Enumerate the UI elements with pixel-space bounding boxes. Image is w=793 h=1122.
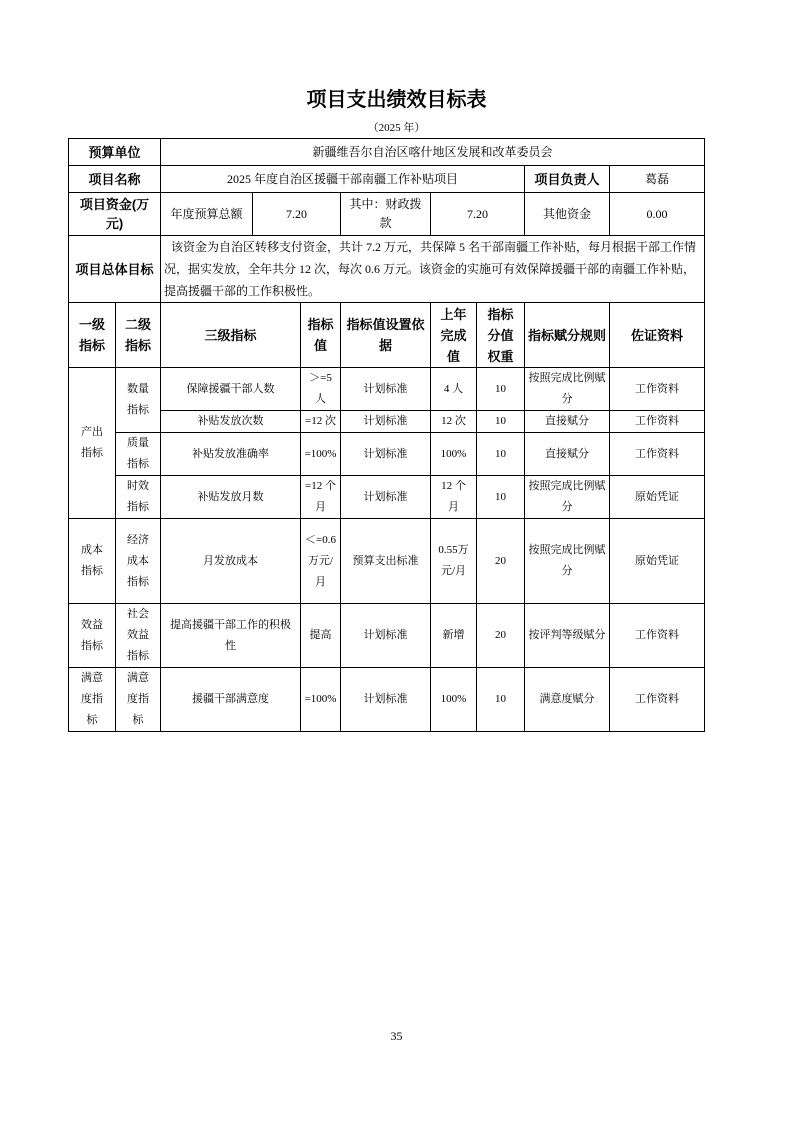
indicator-value-cell: 提高 — [301, 604, 341, 668]
project-name-row — [69, 166, 705, 193]
weight-cell: 10 — [477, 433, 525, 476]
indicator-value-cell: =100% — [301, 433, 341, 476]
weight-cell: 20 — [477, 604, 525, 668]
basis-cell: 计划标准 — [341, 368, 431, 411]
weight-cell: 10 — [477, 668, 525, 732]
col-header-basis: 指标值设置依据 — [341, 303, 431, 368]
overall-goal-row — [69, 236, 705, 303]
evidence-cell: 原始凭证 — [610, 519, 705, 604]
level3-cell: 补贴发放次数 — [161, 411, 301, 433]
level2-cell: 满意度指标 — [116, 668, 161, 732]
indicator-value-cell: =12 个月 — [301, 476, 341, 519]
budget-unit-value: 新疆维吾尔自治区喀什地区发展和改革委员会 — [161, 139, 705, 166]
project-lead-label: 项目负责人 — [525, 166, 610, 193]
year-subtitle: （2025 年） — [367, 122, 426, 134]
basis-cell: 计划标准 — [341, 433, 431, 476]
level3-cell: 提高援疆干部工作的积极性 — [161, 604, 301, 668]
indicator-value-cell: =100% — [301, 668, 341, 732]
col-header-value: 指标值 — [301, 303, 341, 368]
col-header-level2: 二级指标 — [116, 303, 161, 368]
last-year-cell: 0.55万元/月 — [431, 519, 477, 604]
evidence-cell: 工作资料 — [610, 411, 705, 433]
scoring-rule-cell: 按照完成比例赋分 — [525, 476, 610, 519]
table-row — [69, 476, 705, 519]
project-funds-row — [69, 193, 705, 236]
basis-cell: 计划标准 — [341, 411, 431, 433]
basis-cell: 计划标准 — [341, 604, 431, 668]
level3-cell: 保障援疆干部人数 — [161, 368, 301, 411]
level3-cell: 月发放成本 — [161, 519, 301, 604]
table-row — [69, 519, 705, 604]
weight-cell: 10 — [477, 411, 525, 433]
level1-cell: 成本指标 — [69, 519, 116, 604]
scoring-rule-cell: 按照完成比例赋分 — [525, 519, 610, 604]
col-header-level1: 一级指标 — [69, 303, 116, 368]
table-row — [69, 411, 705, 433]
other-funds-value: 0.00 — [610, 193, 705, 236]
table-row — [69, 604, 705, 668]
last-year-cell: 新增 — [431, 604, 477, 668]
annual-total-label: 年度预算总额 — [161, 193, 253, 236]
level3-cell: 援疆干部满意度 — [161, 668, 301, 732]
level2-cell: 社会效益指标 — [116, 604, 161, 668]
level1-cell: 满意度指标 — [69, 668, 116, 732]
level2-cell: 经济成本指标 — [116, 519, 161, 604]
evidence-cell: 工作资料 — [610, 433, 705, 476]
basis-cell: 计划标准 — [341, 668, 431, 732]
level1-cell: 效益指标 — [69, 604, 116, 668]
scoring-rule-cell: 直接赋分 — [525, 411, 610, 433]
level2-cell: 数量指标 — [116, 368, 161, 433]
scoring-rule-cell: 按照完成比例赋分 — [525, 368, 610, 411]
project-lead-value: 葛磊 — [610, 166, 705, 193]
weight-cell: 20 — [477, 519, 525, 604]
project-name-value: 2025 年度自治区援疆干部南疆工作补贴项目 — [161, 166, 525, 193]
level2-cell: 质量指标 — [116, 433, 161, 476]
fiscal-funds-value: 7.20 — [431, 193, 525, 236]
project-funds-label: 项目资金(万元) — [69, 193, 161, 236]
fiscal-funds-label: 其中：财政拨款 — [341, 193, 431, 236]
document-title: 项目支出绩效目标表 — [306, 89, 487, 111]
project-name-label: 项目名称 — [69, 166, 161, 193]
evidence-cell: 原始凭证 — [610, 476, 705, 519]
table-row — [69, 368, 705, 411]
overall-goal-text: 该资金为自治区转移支付资金，共计 7.2 万元，共保障 5 名干部南疆工作补贴，每月根据干部工作情况，据实发放，全年共分 12 次，每次 0.6 万元。该资金的实施可有效保障援疆干部的南疆工作补贴，提高援疆干部的工作积极性。 — [161, 236, 705, 303]
level3-cell: 补贴发放月数 — [161, 476, 301, 519]
budget-unit-label: 预算单位 — [69, 139, 161, 166]
scoring-rule-cell: 满意度赋分 — [525, 668, 610, 732]
indicator-value-cell: ＜=0.6万元/月 — [301, 519, 341, 604]
other-funds-label: 其他资金 — [525, 193, 610, 236]
level2-cell: 时效指标 — [116, 476, 161, 519]
last-year-cell: 12 次 — [431, 411, 477, 433]
col-header-last-year: 上年完成值 — [431, 303, 477, 368]
indicator-header-row — [69, 303, 705, 368]
table-row — [69, 433, 705, 476]
table-row — [69, 668, 705, 732]
indicator-value-cell: =12 次 — [301, 411, 341, 433]
weight-cell: 10 — [477, 368, 525, 411]
col-header-evidence: 佐证资料 — [610, 303, 705, 368]
basis-cell: 预算支出标准 — [341, 519, 431, 604]
last-year-cell: 100% — [431, 433, 477, 476]
performance-target-table — [68, 138, 705, 732]
indicator-value-cell: ＞=5 人 — [301, 368, 341, 411]
scoring-rule-cell: 按评判等级赋分 — [525, 604, 610, 668]
evidence-cell: 工作资料 — [610, 668, 705, 732]
last-year-cell: 12 个月 — [431, 476, 477, 519]
last-year-cell: 4 人 — [431, 368, 477, 411]
col-header-weight: 指标分值权重 — [477, 303, 525, 368]
annual-total-value: 7.20 — [253, 193, 341, 236]
basis-cell: 计划标准 — [341, 476, 431, 519]
evidence-cell: 工作资料 — [610, 368, 705, 411]
last-year-cell: 100% — [431, 668, 477, 732]
level1-cell: 产出指标 — [69, 368, 116, 519]
level3-cell: 补贴发放准确率 — [161, 433, 301, 476]
scoring-rule-cell: 直接赋分 — [525, 433, 610, 476]
budget-unit-row — [69, 139, 705, 166]
col-header-level3: 三级指标 — [161, 303, 301, 368]
weight-cell: 10 — [477, 476, 525, 519]
col-header-rule: 指标赋分规则 — [525, 303, 610, 368]
page-number: 35 — [390, 1029, 403, 1043]
evidence-cell: 工作资料 — [610, 604, 705, 668]
overall-goal-label: 项目总体目标 — [69, 236, 161, 303]
